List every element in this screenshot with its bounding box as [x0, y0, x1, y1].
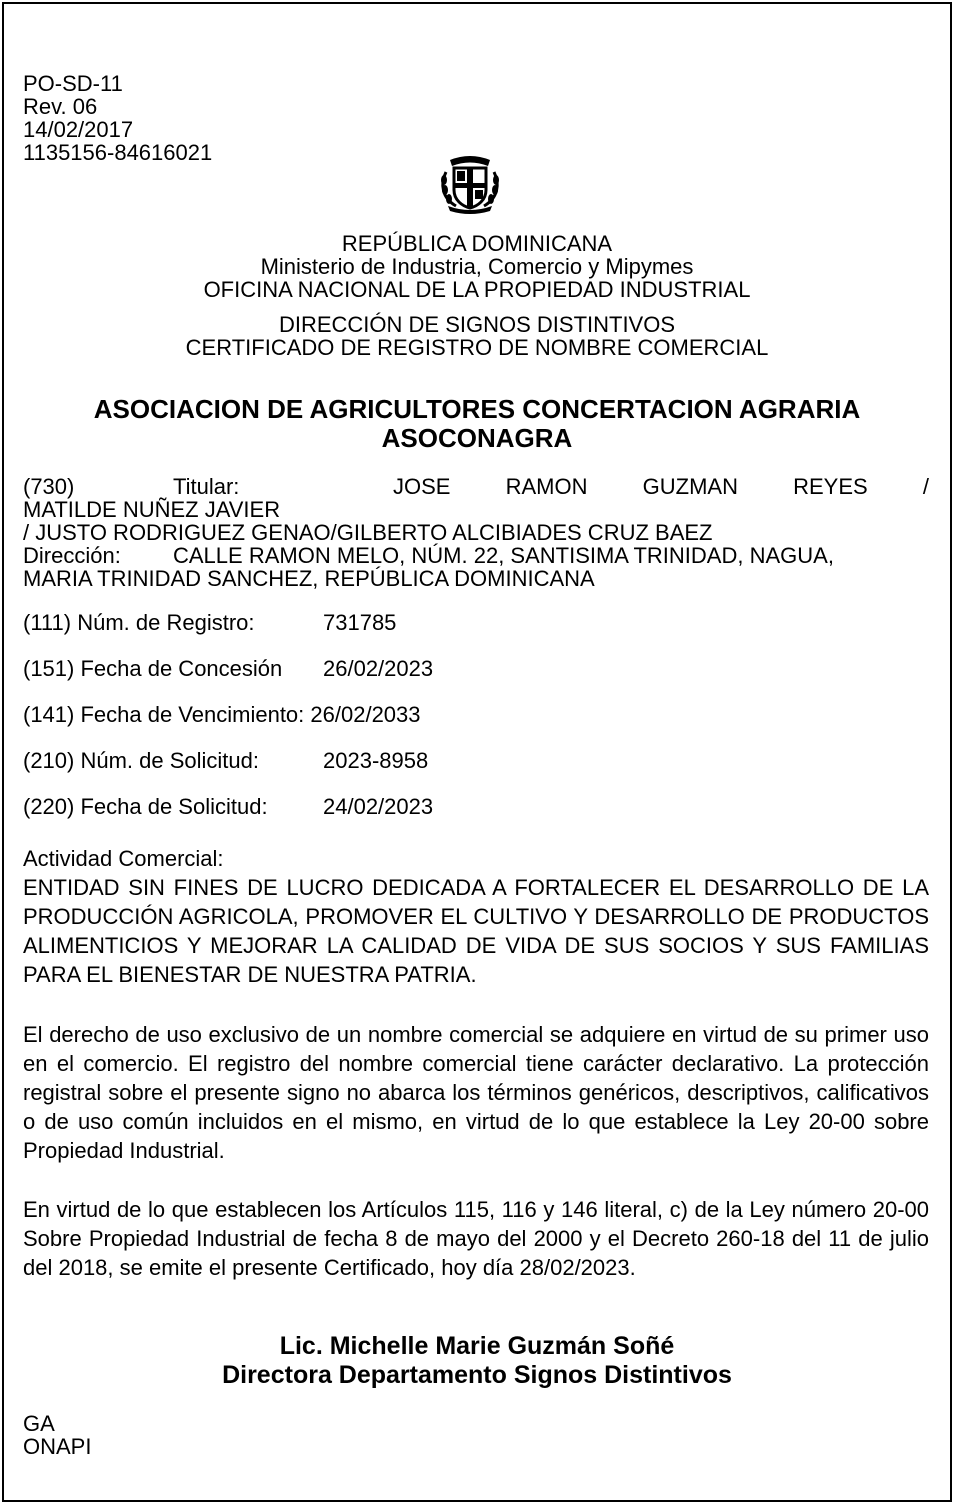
application-date-row — [23, 794, 433, 820]
direction-name: DIRECCIÓN DE SIGNOS DISTINTIVOS — [278, 312, 676, 337]
address-label: Dirección: — [23, 543, 121, 568]
holder-address-line1 — [23, 544, 929, 567]
document-meta — [23, 72, 212, 164]
grant-date-label: (151) Fecha de Concesión — [23, 656, 283, 681]
registration-label: (111) Núm. de Registro: — [23, 610, 255, 635]
registration-value: 731785 — [323, 610, 397, 635]
expiry-date-label: (141) Fecha de Vencimiento: — [23, 702, 305, 727]
signatory-title: Directora Departamento Signos Distintivos — [222, 1361, 732, 1389]
activity-label: Actividad Comercial: — [23, 846, 224, 871]
holder-section — [23, 475, 929, 590]
grant-date-row — [23, 656, 433, 682]
holder-names-line3: / JUSTO RODRIGUEZ GENAO/GILBERTO ALCIBIADES CRUZ BAEZ — [23, 520, 713, 545]
activity-text: ENTIDAD SIN FINES DE LUCRO DEDICADA A FORTALECER EL DESARROLLO DE LA PRODUCCIÓN AGRICOLA, PROMOVER EL CULTIVO Y DESARROLLO DE PRODUCTOS ALIMENTICIOS Y MEJORAR LA CALIDAD DE VIDA DE SUS SOCIOS Y SUS FAMILIAS PARA EL BIENESTAR DE NUESTRA PATRIA. — [23, 875, 929, 987]
trade-name-title — [4, 395, 950, 453]
expiry-date-value: 26/02/2033 — [310, 702, 421, 727]
expiry-date-row — [23, 702, 421, 728]
holder-code: (730) — [23, 474, 75, 499]
country-name: REPÚBLICA DOMINICANA — [341, 231, 613, 256]
trade-name-line1: ASOCIACION DE AGRICULTORES CONCERTACION AGRARIA — [93, 394, 861, 424]
office-name: OFICINA NACIONAL DE LA PROPIEDAD INDUSTRIAL — [203, 277, 751, 302]
application-number-label: (210) Núm. de Solicitud: — [23, 748, 259, 773]
certificate-page — [2, 2, 952, 1502]
legal-paragraph-1: El derecho de uso exclusivo de un nombre comercial se adquiere en virtud de su primer uso en el comercio. El registro del nombre comercial tiene carácter declarativo. La protección registral sobre el presente signo no abarca los términos genéricos, descriptivos, calificativos o de uso común incluidos en el mismo, en virtud de lo que establece la Ley 20-00 sobre Propiedad Industrial. — [23, 1022, 929, 1163]
signatory-name: Lic. Michelle Marie Guzmán Soñé — [279, 1332, 675, 1360]
address-value-1: CALLE RAMON MELO, NÚM. 22, SANTISIMA TRINIDAD, NAGUA, — [173, 543, 834, 568]
coat-of-arms-icon — [436, 150, 504, 214]
doc-date: 14/02/2017 — [23, 117, 134, 142]
holder-names-line2: MATILDE NUÑEZ JAVIER — [23, 497, 281, 522]
certificate-type: CERTIFICADO DE REGISTRO DE NOMBRE COMERCIAL — [185, 335, 769, 360]
doc-reference: 1135156-84616021 — [23, 140, 213, 165]
footer — [23, 1412, 91, 1458]
holder-names-line1: JOSE RAMON GUZMAN REYES / — [393, 474, 929, 499]
doc-revision: Rev. 06 — [23, 94, 98, 119]
footer-initials: GA — [23, 1411, 55, 1436]
application-number-row — [23, 748, 428, 774]
doc-code: PO-SD-11 — [23, 71, 123, 96]
activity-section — [23, 844, 929, 989]
ministry-name: Ministerio de Industria, Comercio y Mipymes — [260, 254, 694, 279]
application-number-value: 2023-8958 — [323, 748, 429, 773]
footer-org: ONAPI — [23, 1434, 92, 1459]
holder-label: Titular: — [173, 474, 240, 499]
holder-address-line2: MARIA TRINIDAD SANCHEZ, REPÚBLICA DOMINICANA — [23, 566, 595, 591]
grant-date-value: 26/02/2023 — [323, 656, 434, 681]
trade-name-line2: ASOCONAGRA — [381, 423, 573, 453]
application-date-label: (220) Fecha de Solicitud: — [23, 794, 268, 819]
registration-number-row — [23, 610, 396, 636]
issuer-header — [4, 232, 950, 359]
signature-block — [4, 1332, 950, 1390]
legal-paragraph-2: En virtud de lo que establecen los Artículos 115, 116 y 146 literal, c) de la Ley número 20-00 Sobre Propiedad Industrial de fecha 8 de mayo del 2000 y el Decreto 260-18 del 11 de julio del 2018, se emite el presente Certificado, hoy día 28/02/2023. — [23, 1197, 929, 1280]
application-date-value: 24/02/2023 — [323, 794, 434, 819]
